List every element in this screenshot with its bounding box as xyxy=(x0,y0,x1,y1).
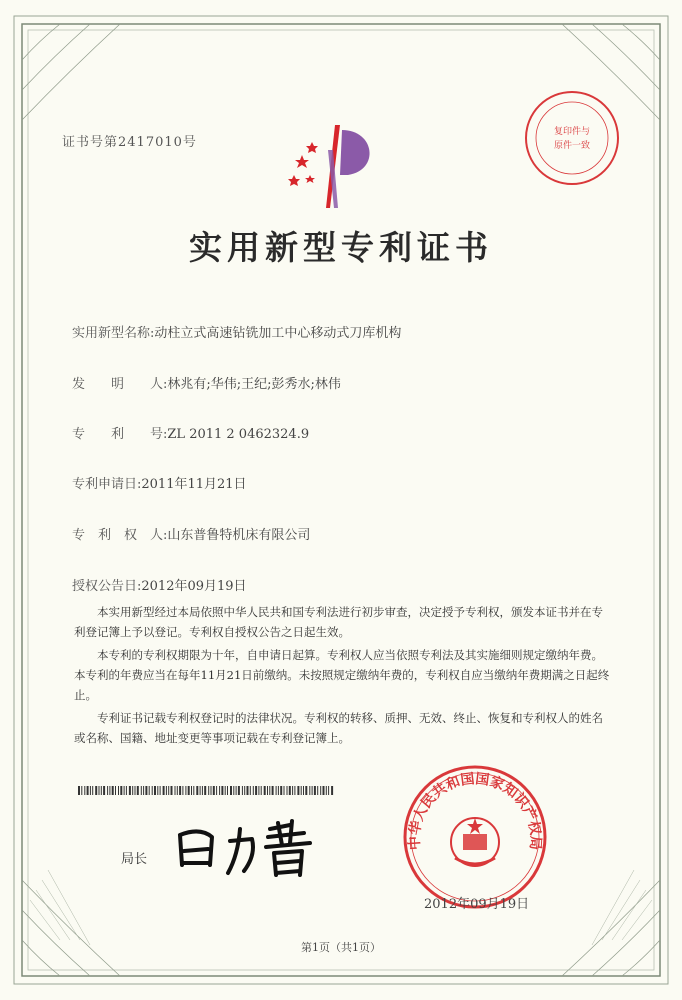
field-value: 林兆有;华伟;王纪;彭秀水;林伟 xyxy=(167,377,341,392)
official-seal xyxy=(400,762,550,912)
signature-image xyxy=(170,815,330,885)
certificate-title: 实用新型专利证书 xyxy=(189,228,493,267)
copy-consistent-stamp xyxy=(522,88,622,188)
field-label: 专 利 权 人: xyxy=(72,528,168,543)
inventors-field xyxy=(72,373,341,392)
field-label: 授权公告日: xyxy=(72,579,142,594)
field-value: ZL 2011 2 0462324.9 xyxy=(167,427,310,442)
grant-date-field xyxy=(72,575,247,594)
seal-text: 中华人民共和国国家知识产权局 xyxy=(406,771,544,851)
chief-label: 局长 xyxy=(121,852,148,867)
field-label: 专利申请日: xyxy=(72,477,142,492)
seal-date: 2012年09月19日 xyxy=(424,897,530,912)
body-paragraph: 本实用新型经过本局依照中华人民共和国专利法进行初步审查，决定授予专利权，颁发本证书并在专利登记簿上予以登记。专利权自授权公告之日起生效。 xyxy=(74,605,603,639)
certificate-number: 证书号第2417010号 xyxy=(62,135,197,150)
certificate-body-text xyxy=(74,602,612,751)
page-number: 第1页（共1页） xyxy=(301,941,381,954)
field-label: 专 利 号: xyxy=(72,427,168,442)
body-paragraph: 专利证书记载专利权登记时的法律状况。专利权的转移、质押、无效、终止、恢复和专利权人的姓名或名称、国籍、地址变更等事项记载在专利登记簿上。 xyxy=(74,711,603,745)
field-label: 实用新型名称: xyxy=(72,326,155,341)
field-value: 动柱立式高速钻铣加工中心移动式刀库机构 xyxy=(154,326,402,341)
application-date-field xyxy=(72,473,247,492)
svg-text:原件一致: 原件一致 xyxy=(553,141,591,151)
field-value: 2012年09月19日 xyxy=(141,579,247,594)
field-value: 2011年11月21日 xyxy=(141,477,247,492)
utility-model-name-field xyxy=(72,322,401,341)
patentee-field xyxy=(72,524,310,543)
patent-office-logo xyxy=(280,120,390,210)
barcode xyxy=(78,786,338,796)
field-value: 山东普鲁特机床有限公司 xyxy=(167,528,311,543)
svg-text:复印件与: 复印件与 xyxy=(553,127,591,137)
patent-number-field xyxy=(72,423,309,442)
body-paragraph: 本专利的专利权期限为十年，自申请日起算。专利权人应当依照专利法及其实施细则规定缴纳年费。本专利的年费应当在每年11月21日前缴纳。未按照规定缴纳年费的，专利权自应当缴纳年费期满之日起终止。 xyxy=(74,648,610,702)
field-label: 发 明 人: xyxy=(72,377,168,392)
